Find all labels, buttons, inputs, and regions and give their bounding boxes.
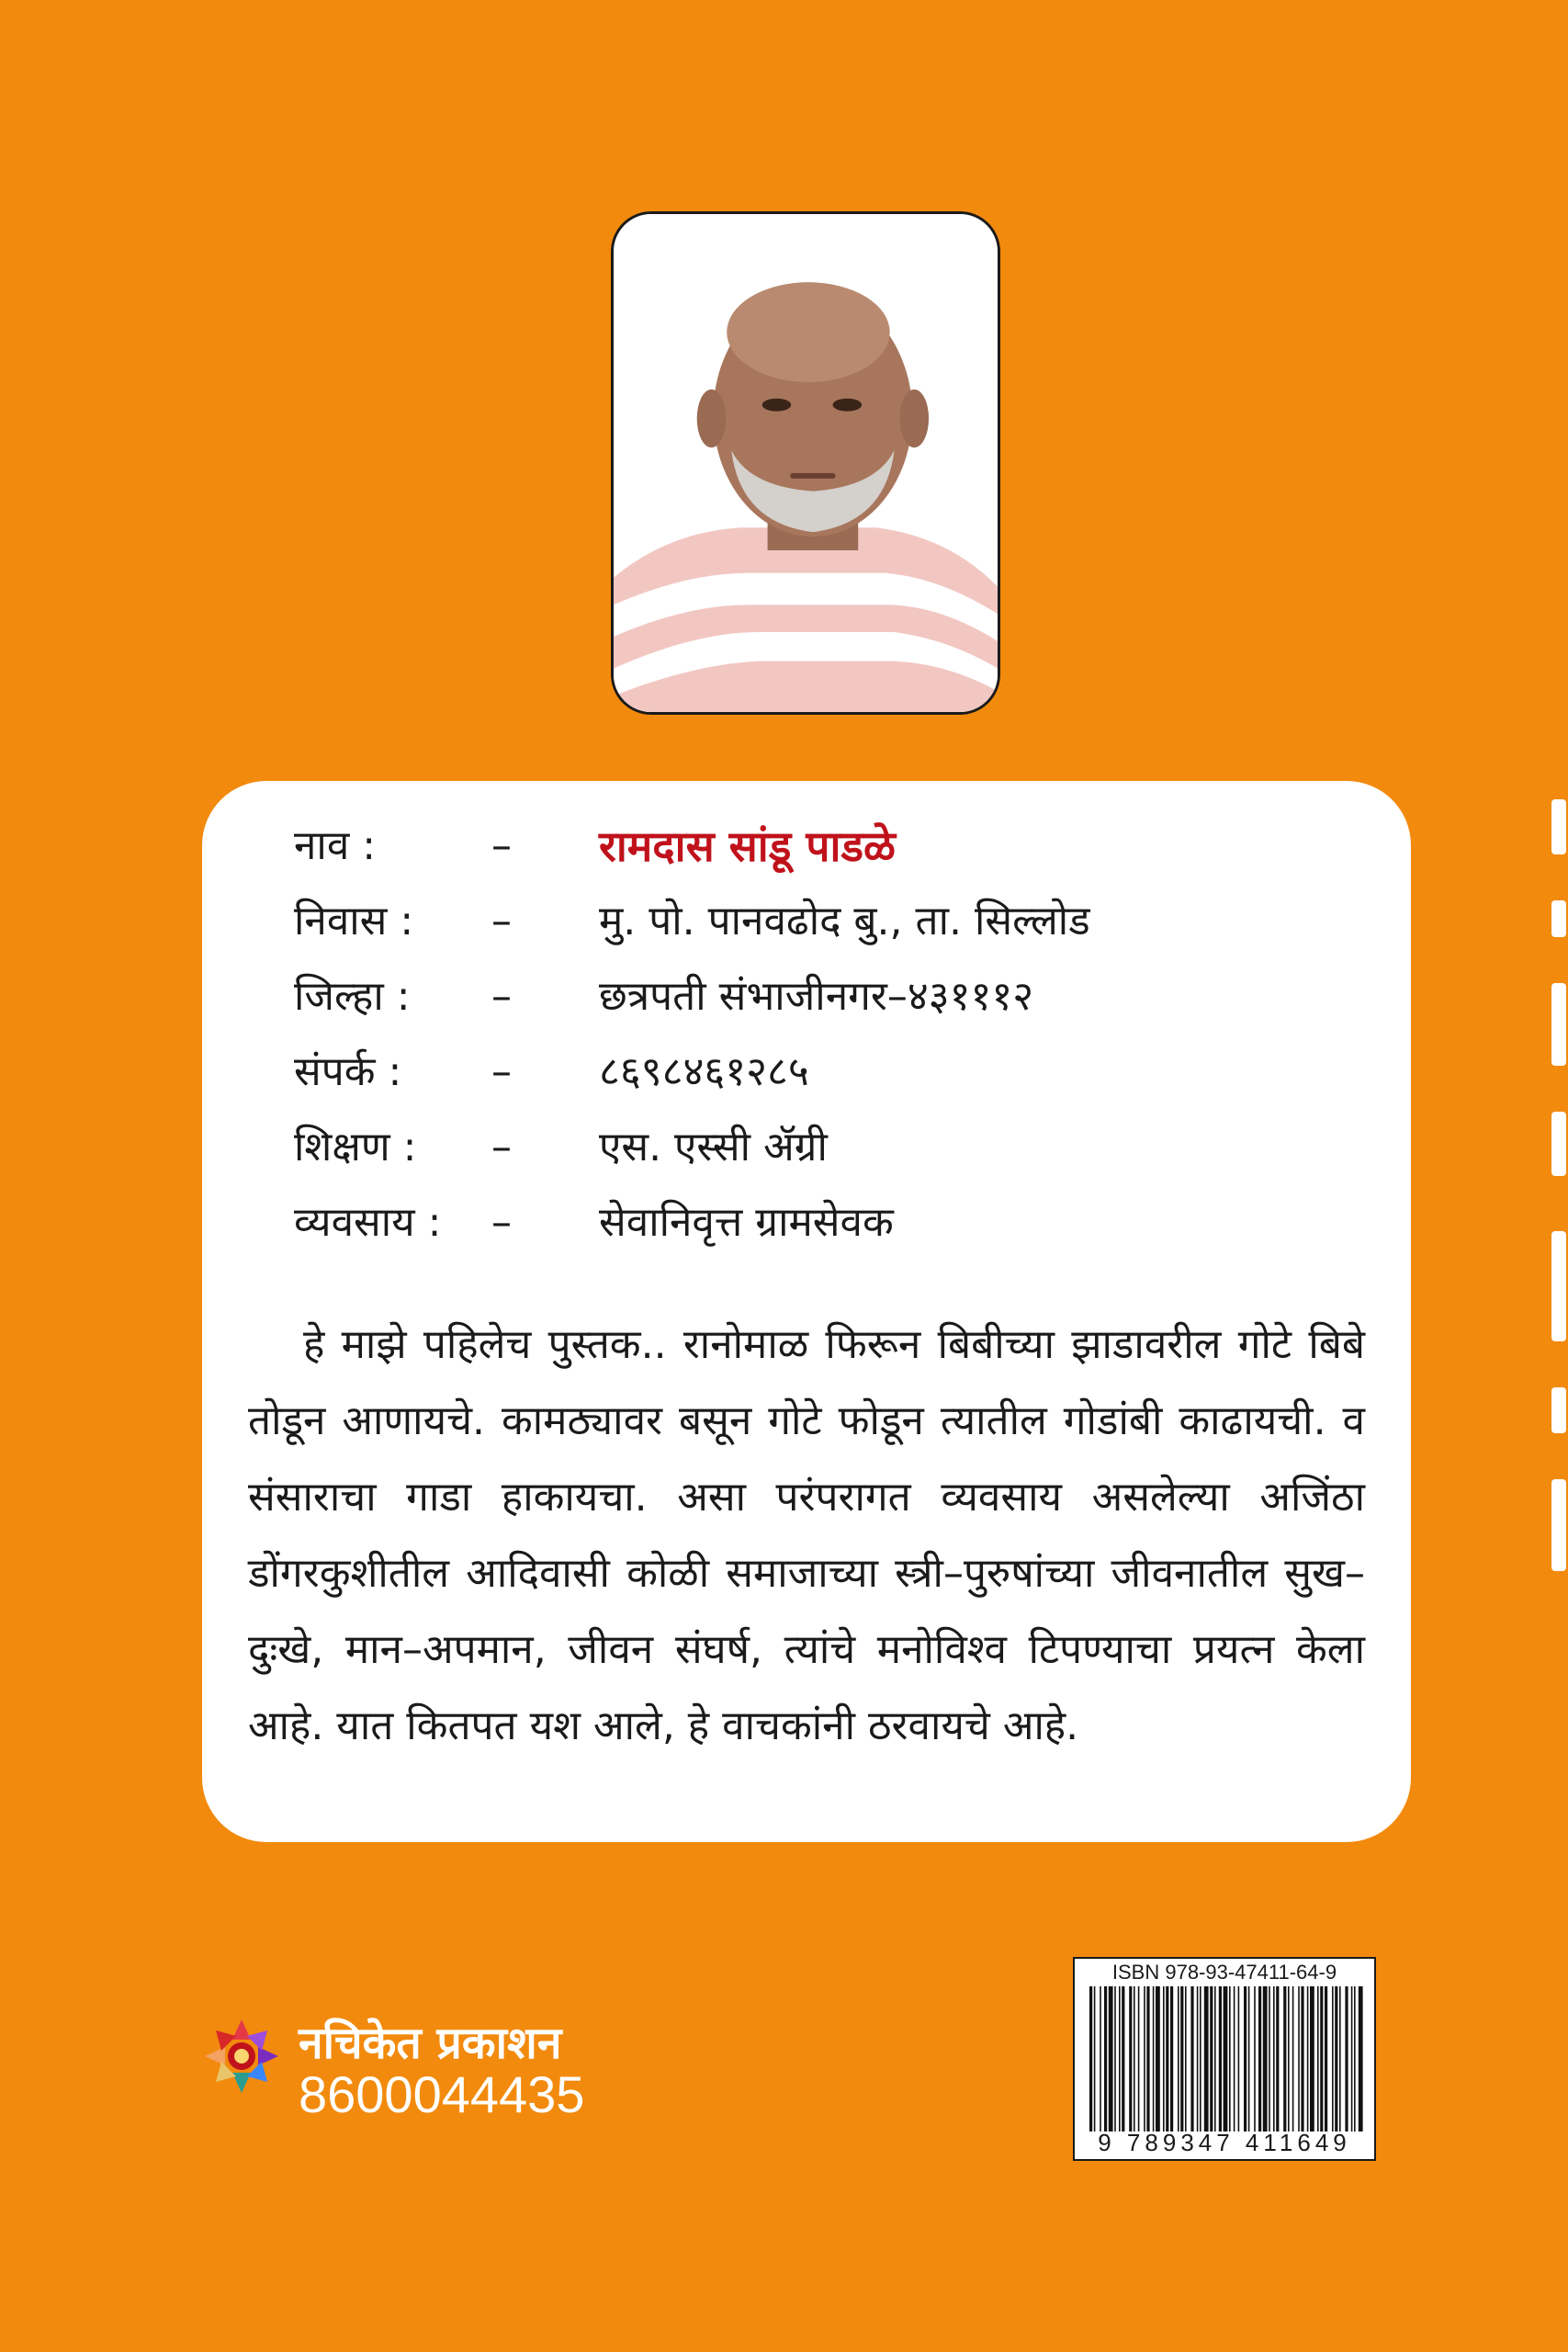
barcode-bar: [1307, 1986, 1309, 2132]
isbn-label: ISBN 978-93-47411-64-9: [1111, 1961, 1337, 1984]
barcode-bar: [1325, 1986, 1327, 2132]
barcode-bar: [1351, 1986, 1353, 2132]
barcode-bar: [1180, 1986, 1183, 2132]
barcode-bar: [1197, 1986, 1199, 2132]
barcode-bar: [1229, 1986, 1231, 2132]
barcode-bar: [1258, 1986, 1261, 2132]
barcode-bar: [1204, 1986, 1209, 2132]
info-row-education: [248, 1110, 1365, 1185]
barcode-bar: [1224, 1986, 1228, 2132]
info-row-residence: [248, 884, 1365, 959]
barcode-bars: [1088, 1986, 1363, 2132]
barcode-bar: [1234, 1986, 1235, 2132]
barcode-bar: [1214, 1986, 1216, 2132]
barcode-bar: [1210, 1986, 1213, 2132]
barcode-bar: [1283, 1986, 1286, 2132]
barcode-bar: [1104, 1986, 1107, 2132]
isbn-barcode: [1073, 1957, 1376, 2161]
info-label: व्यवसाय :: [294, 1199, 442, 1246]
info-dash: –: [491, 1199, 512, 1246]
barcode-bar: [1134, 1986, 1135, 2132]
barcode-bar: [1138, 1986, 1140, 2132]
barcode-bar: [1185, 1986, 1187, 2132]
barcode-bar: [1335, 1986, 1337, 2132]
barcode-bar: [1269, 1986, 1270, 2132]
barcode-bar: [1089, 1986, 1092, 2132]
barcode-bar: [1170, 1986, 1173, 2132]
barcode-bar: [1156, 1986, 1160, 2132]
barcode-bar: [1339, 1986, 1341, 2132]
barcode-bar: [1129, 1986, 1132, 2132]
info-value: मु. पो. पानवढोद बु., ता. सिल्लोड: [599, 898, 1090, 944]
barcode-bar: [1178, 1986, 1179, 2132]
author-info-card: [202, 781, 1411, 1842]
info-value: सेवानिवृत्त ग्रामसेवक: [599, 1199, 894, 1246]
barcode-bar: [1114, 1986, 1116, 2132]
barcode-bar: [1163, 1986, 1165, 2132]
author-photo: [611, 211, 1000, 715]
info-dash: –: [491, 822, 512, 869]
barcode-bar: [1200, 1986, 1201, 2132]
barcode-bar: [1244, 1986, 1247, 2132]
barcode-bar: [1263, 1986, 1268, 2132]
info-label: नाव :: [294, 822, 377, 869]
info-row-district: [248, 959, 1365, 1035]
barcode-bar: [1276, 1986, 1279, 2132]
publisher-name: नचिकेत प्रकाशन: [299, 2018, 562, 2069]
barcode-bar: [1144, 1986, 1145, 2132]
barcode-bar: [1345, 1986, 1348, 2132]
barcode-bar: [1354, 1986, 1356, 2132]
info-label: शिक्षण :: [294, 1124, 417, 1170]
barcode-bar: [1288, 1986, 1290, 2132]
barcode-bar: [1292, 1986, 1294, 2132]
info-dash: –: [491, 973, 512, 1020]
info-row-occupation: [248, 1185, 1365, 1261]
barcode-digits: 9 789347 411649: [1098, 2129, 1351, 2156]
barcode-bar: [1119, 1986, 1121, 2132]
info-row-contact: [248, 1035, 1365, 1110]
barcode-bar: [1166, 1986, 1168, 2132]
barcode-bar: [1219, 1986, 1222, 2132]
barcode-bar: [1100, 1986, 1101, 2132]
info-dash: –: [491, 1124, 512, 1170]
lotus-logo-icon: [202, 2017, 281, 2096]
info-value: ८६९८४६१२८५: [599, 1048, 809, 1095]
info-value: छत्रपती संभाजीनगर–४३१११२: [599, 973, 1034, 1020]
info-label: निवास :: [294, 898, 414, 944]
barcode-bar: [1298, 1986, 1300, 2132]
barcode-bar: [1254, 1986, 1256, 2132]
author-portrait-image: [614, 214, 998, 712]
publisher-block: [202, 2017, 588, 2136]
barcode-bar: [1190, 1986, 1193, 2132]
barcode-bar: [1248, 1986, 1250, 2132]
barcode-bar: [1122, 1986, 1124, 2132]
barcode-bar: [1301, 1986, 1303, 2132]
author-bio: हे माझे पहिलेच पुस्तक.. रानोमाळ फिरून बिबीच्या झाडावरील गोटे बिबे तोडून आणायचे. कामठ्यावर बसून गोटे फोडून त्यातील गोडांबी काढायची. व संसाराचा गाडा हाकायचा. असा परंपरागत व्यवसाय असलेल्या अजिंठा डोंगरकुशीतील आदिवासी कोळी समाजाच्या स्त्री–पुरुषांच्या जीवनातील सुख–दुःखे, मान–अपमान, जीवन संघर्ष, त्यांचे मनोविश्व टिपण्याचा प्रयत्न केला आहे. यात कितपत यश आले, हे वाचकांनी ठरवायचे आहे.: [248, 1321, 1365, 1749]
barcode-bar: [1310, 1986, 1314, 2132]
info-dash: –: [491, 1048, 512, 1095]
author-name: रामदास सांडू पाडळे: [599, 821, 896, 871]
barcode-bar: [1238, 1986, 1240, 2132]
barcode-bar: [1317, 1986, 1319, 2132]
info-value: एस. एस्सी ॲग्री: [599, 1124, 828, 1170]
info-label: संपर्क :: [294, 1048, 402, 1095]
spine-edge: [1550, 799, 1568, 1626]
barcode-bar: [1109, 1986, 1113, 2132]
publisher-phone: 8600044435: [299, 2065, 585, 2123]
barcode-bar: [1146, 1986, 1149, 2132]
barcode-bar: [1359, 1986, 1363, 2132]
barcode-bar: [1320, 1986, 1323, 2132]
info-row-name: [248, 808, 1365, 884]
barcode-bar: [1094, 1986, 1096, 2132]
barcode-bar: [1153, 1986, 1155, 2132]
barcode-bar: [1332, 1986, 1334, 2132]
info-dash: –: [491, 898, 512, 944]
barcode-bar: [1273, 1986, 1275, 2132]
info-label: जिल्हा :: [294, 973, 411, 1020]
